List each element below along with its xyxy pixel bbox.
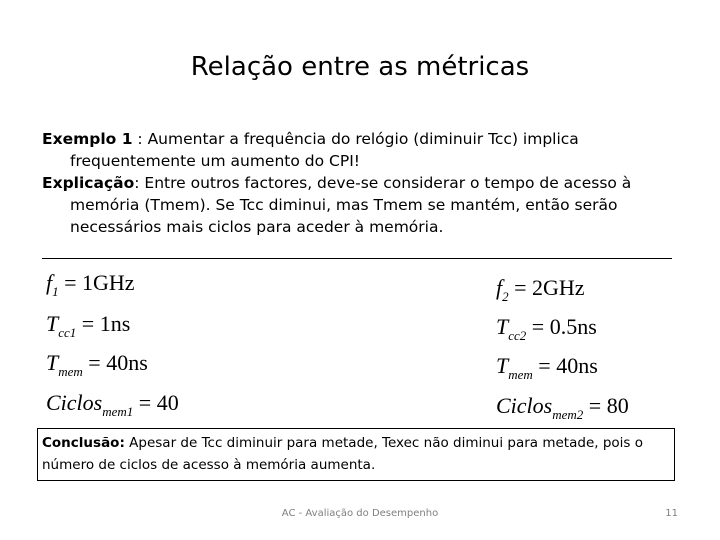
conclusion-box bbox=[37, 428, 675, 481]
right-f-sub: 2 bbox=[502, 289, 509, 304]
slide-footer: AC - Avaliação do Desempenho bbox=[281, 508, 439, 519]
explanation-label: Explicação bbox=[42, 174, 135, 192]
example-paragraph bbox=[42, 128, 682, 172]
left-f-sub: 1 bbox=[52, 284, 59, 299]
left-tmem-sub: mem bbox=[58, 364, 83, 379]
left-tcc-sub: cc1 bbox=[58, 325, 77, 340]
right-tmem-var: T bbox=[496, 353, 509, 378]
left-f-value: = 1GHz bbox=[64, 270, 135, 295]
right-tcc-value: = 0.5ns bbox=[531, 314, 597, 339]
right-tmem-sub: mem bbox=[508, 367, 533, 382]
right-ciclos-sub: mem2 bbox=[552, 407, 584, 422]
right-f-var: f bbox=[496, 275, 503, 300]
explanation-paragraph bbox=[42, 172, 682, 238]
slide-body bbox=[42, 128, 682, 238]
right-eq-tmem bbox=[496, 355, 598, 381]
right-tcc-var: T bbox=[496, 314, 509, 339]
left-ciclos-value: = 40 bbox=[138, 390, 179, 415]
right-tmem-value: = 40ns bbox=[538, 353, 598, 378]
left-tmem-var: T bbox=[46, 350, 59, 375]
right-eq-frequency bbox=[496, 277, 585, 303]
page-number: 11 bbox=[665, 508, 678, 519]
right-eq-ciclos bbox=[496, 395, 629, 421]
conclusion-label: Conclusão: bbox=[42, 435, 125, 451]
right-ciclos-var: Ciclos bbox=[496, 393, 553, 418]
explanation-text: : Entre outros factores, deve-se considerar o tempo de acesso à memória (Tmem). Se Tcc diminui, mas Tmem se mantém, então serão necessários mais ciclos para aceder à memória. bbox=[70, 174, 632, 236]
left-f-var: f bbox=[46, 270, 53, 295]
conclusion-text: Apesar de Tcc diminuir para metade, Texec não diminui para metade, pois o número de ciclos de acesso à memória aumenta. bbox=[42, 435, 643, 473]
divider-line bbox=[42, 258, 672, 259]
left-tcc-value: = 1ns bbox=[81, 311, 131, 336]
left-ciclos-var: Ciclos bbox=[46, 390, 103, 415]
right-eq-tcc bbox=[496, 316, 597, 342]
left-tmem-value: = 40ns bbox=[88, 350, 148, 375]
left-eq-tmem bbox=[46, 352, 148, 378]
example-text: : Aumentar a frequência do relógio (diminuir Tcc) implica frequentemente um aumento do CPI! bbox=[70, 130, 579, 170]
example-label: Exemplo 1 bbox=[42, 130, 133, 148]
right-tcc-sub: cc2 bbox=[508, 328, 527, 343]
right-ciclos-value: = 80 bbox=[588, 393, 629, 418]
right-f-value: = 2GHz bbox=[514, 275, 585, 300]
slide-title: Relação entre as métricas bbox=[190, 52, 530, 82]
left-ciclos-sub: mem1 bbox=[102, 404, 134, 419]
left-eq-ciclos bbox=[46, 392, 179, 418]
left-eq-frequency bbox=[46, 272, 135, 298]
left-tcc-var: T bbox=[46, 311, 59, 336]
left-eq-tcc bbox=[46, 313, 130, 339]
